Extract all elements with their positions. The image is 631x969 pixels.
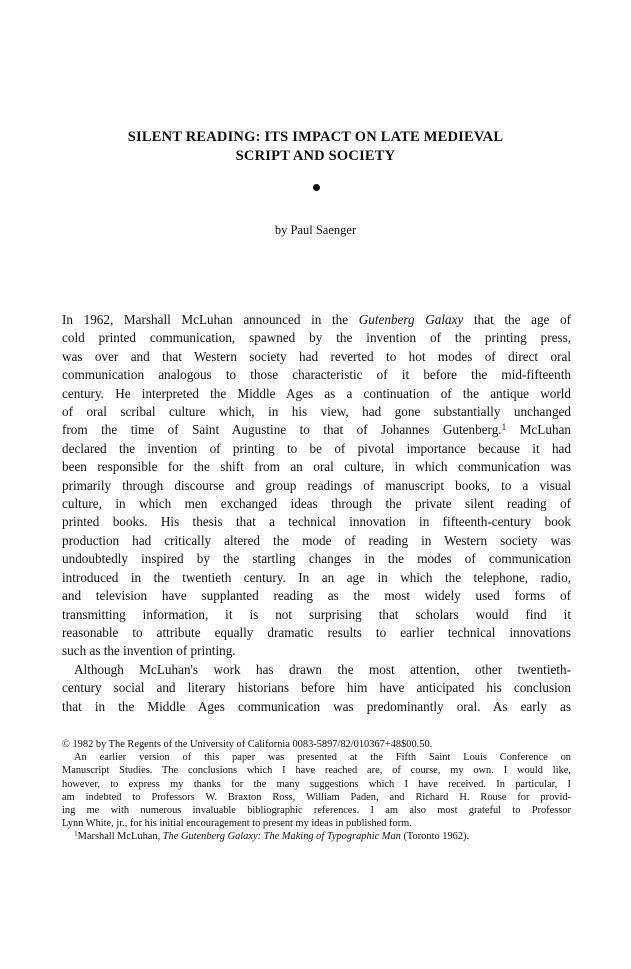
line-text: primarily through discourse and group readings of manuscript books, to a visual bbox=[62, 477, 571, 493]
line-text: introduced in the twentieth century. In an age in which the telephone, radio, bbox=[62, 569, 571, 585]
body-line bbox=[62, 477, 571, 495]
line-text: and television have supplanted reading as the most widely used forms of bbox=[62, 588, 571, 604]
line-text: McLuhan bbox=[506, 422, 571, 438]
line-text: that the age of bbox=[463, 312, 572, 327]
line-text: printed books. His thesis that a technical innovation in fifteenth-century book bbox=[62, 514, 571, 530]
line-text: Marshall McLuhan, bbox=[77, 831, 163, 843]
footnote-line bbox=[62, 791, 571, 804]
footnote-line bbox=[62, 804, 571, 817]
line-text: communication analogous to those characteristic of it before the mid-fifteenth bbox=[62, 367, 571, 383]
line-text: however, to express my thanks for the many suggestions which I have received. In particular, I bbox=[62, 778, 571, 790]
article-title bbox=[60, 128, 571, 166]
body-line bbox=[62, 366, 571, 384]
line-text: culture, in which men exchanged ideas through the private silent reading of bbox=[62, 496, 571, 512]
body-line bbox=[62, 550, 571, 568]
line-text: such as the invention of printing. bbox=[62, 643, 236, 659]
line-text: In 1962, Marshall McLuhan announced in the bbox=[62, 312, 359, 327]
body-line bbox=[62, 458, 571, 476]
footnote-reference: 1 bbox=[501, 422, 507, 433]
footnote-line bbox=[62, 751, 571, 764]
body-line bbox=[62, 311, 571, 329]
line-text: that in the Middle Ages communication was predominantly oral. As early as bbox=[62, 698, 571, 714]
body-line bbox=[62, 642, 571, 660]
line-text: reasonable to attribute equally dramatic results to earlier technical innovations bbox=[62, 624, 571, 640]
line-text: Lynn White, jr., for his initial encouragement to present my ideas in published form. bbox=[62, 818, 412, 830]
line-text: been responsible for the shift from an oral culture, in which communication was bbox=[62, 459, 571, 475]
article-title-line-2: SCRIPT AND SOCIETY bbox=[235, 148, 396, 164]
body-line bbox=[62, 440, 571, 458]
article-title-line-1: SILENT READING: ITS IMPACT ON LATE MEDIEVAL bbox=[127, 129, 504, 145]
body-line bbox=[62, 624, 571, 642]
body-line bbox=[62, 587, 571, 605]
author-byline: by Paul Saenger bbox=[274, 223, 357, 237]
body-line bbox=[62, 495, 571, 513]
body-line bbox=[62, 348, 571, 366]
line-text: Although McLuhan's work has drawn the most attention, other twentieth- bbox=[74, 661, 571, 677]
section-bullet bbox=[313, 184, 320, 191]
line-text: transmitting information, it is not surprising that scholars would find it bbox=[62, 606, 571, 622]
body-line bbox=[62, 513, 571, 531]
body-line bbox=[62, 403, 571, 421]
line-text: century social and literary historians before him have anticipated his conclusion bbox=[62, 680, 571, 696]
line-text: am indebted to Professors W. Braxton Ross, William Paden, and Richard H. Rouse for provid- bbox=[62, 791, 571, 803]
body-line bbox=[62, 698, 571, 716]
body-line bbox=[62, 532, 571, 550]
footnotes bbox=[62, 738, 571, 844]
line-text: (Toronto 1962). bbox=[400, 831, 470, 843]
line-text: of oral scribal culture which, in his view, had gone substantially unchanged bbox=[62, 404, 571, 420]
line-text: ing me with numerous invaluable bibliographic references. I am also most grateful to Professor bbox=[62, 805, 571, 817]
body-line bbox=[62, 606, 571, 624]
footnote-line bbox=[62, 778, 571, 791]
italic-title: Gutenberg Galaxy bbox=[358, 312, 464, 327]
line-text: production had critically altered the mode of reading in Western society was bbox=[62, 532, 571, 548]
line-text: declared the invention of printing to be of pivotal importance because it had bbox=[62, 440, 571, 456]
body-line bbox=[62, 385, 571, 403]
body-line bbox=[62, 679, 571, 697]
body-line bbox=[62, 569, 571, 587]
body-line bbox=[62, 661, 571, 679]
body-text bbox=[62, 311, 571, 716]
line-text: undoubtedly inspired by the startling changes in the modes of communication bbox=[62, 551, 571, 567]
footnote-line bbox=[62, 764, 571, 777]
line-text: was over and that Western society had reverted to hot modes of direct oral bbox=[62, 348, 571, 364]
line-text: An earlier version of this paper was presented at the Fifth Saint Louis Conference on bbox=[74, 752, 571, 764]
body-line bbox=[62, 421, 571, 439]
line-text: Manuscript Studies. The conclusions which I have reached are, of course, my own. I would like, bbox=[62, 765, 571, 777]
line-text: from the time of Saint Augustine to that of Johannes Gutenberg. bbox=[62, 422, 502, 438]
footnote-line bbox=[62, 817, 571, 830]
line-text: century. He interpreted the Middle Ages as a continuation of the antique world bbox=[62, 385, 571, 401]
footnote-line bbox=[62, 738, 571, 751]
line-text: cold printed communication, spawned by the invention of the printing press, bbox=[62, 330, 571, 346]
line-text: © 1982 by The Regents of the University of California 0083-5897/82/010367+48$00.50. bbox=[62, 739, 433, 750]
italic-title: The Gutenberg Galaxy: The Making of Typographic Man bbox=[162, 831, 401, 843]
footnote-marker: 1 bbox=[74, 830, 78, 839]
footnote-line bbox=[62, 830, 571, 843]
body-line bbox=[62, 329, 571, 347]
